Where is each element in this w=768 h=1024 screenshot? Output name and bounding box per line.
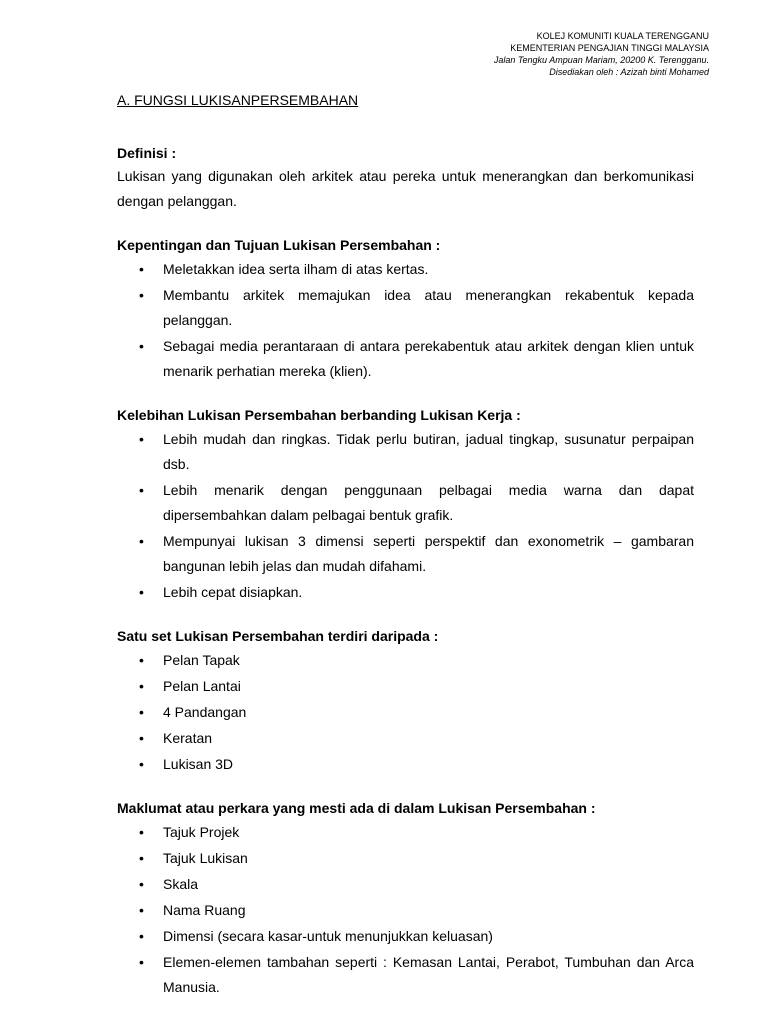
header-ministry: KEMENTERIAN PENGAJIAN TINGGI MALAYSIA	[510, 43, 709, 53]
definition-heading: Definisi :	[117, 145, 177, 161]
section-required-info	[117, 797, 694, 1000]
header-institution: KOLEJ KOMUNITI KUALA TERENGGANU	[536, 31, 709, 41]
list-item: • Lebih menarik dengan penggunaan pelbagai media warna dan dapat dipersembahkan dalam pelbagai bentuk grafik.	[117, 478, 694, 528]
list-item: • Tajuk Projek	[117, 820, 694, 845]
list-item: • Tajuk Lukisan	[117, 846, 694, 871]
bullet-list	[117, 648, 694, 777]
list-item: • Sebagai media perantaraan di antara perekabentuk atau arkitek dengan klien untuk menarik perhatian mereka (klien).	[117, 334, 694, 384]
list-item: • Lebih cepat disiapkan.	[117, 580, 694, 605]
list-item: • Dimensi (secara kasar-untuk menunjukkan keluasan)	[117, 924, 694, 949]
bullet-list	[117, 820, 694, 1000]
header-address: Jalan Tengku Ampuan Mariam, 20200 K. Terengganu.	[493, 55, 709, 65]
list-item: • Skala	[117, 872, 694, 897]
section-heading: Satu set Lukisan Persembahan terdiri daripada :	[117, 628, 439, 644]
definition-text: Lukisan yang digunakan oleh arkitek atau pereka untuk menerangkan dan berkomunikasi dengan pelanggan.	[117, 168, 694, 209]
list-item: • Pelan Lantai	[117, 674, 694, 699]
section-heading: Kepentingan dan Tujuan Lukisan Persembahan :	[117, 237, 441, 253]
bullet-list	[117, 427, 694, 605]
definition-section	[117, 142, 694, 214]
list-item: • Elemen-elemen tambahan seperti : Kemasan Lantai, Perabot, Tumbuhan dan Arca Manusia.	[117, 950, 694, 1000]
list-item: • Lebih mudah dan ringkas. Tidak perlu butiran, jadual tingkap, susunatur perpaipan dsb.	[117, 427, 694, 477]
section-heading: Kelebihan Lukisan Persembahan berbanding Lukisan Kerja :	[117, 407, 521, 423]
page-title: A. FUNGSI LUKISANPERSEMBAHAN	[117, 92, 359, 108]
list-item: • Nama Ruang	[117, 898, 694, 923]
section-advantages	[117, 404, 694, 605]
list-item: • Pelan Tapak	[117, 648, 694, 673]
section-drawing-set	[117, 625, 694, 777]
document-header	[494, 30, 709, 78]
list-item: • Mempunyai lukisan 3 dimensi seperti perspektif dan exonometrik – gambaran bangunan lebih jelas dan mudah difahami.	[117, 529, 694, 579]
list-item: • Lukisan 3D	[117, 752, 694, 777]
section-importance	[117, 234, 694, 384]
bullet-list	[117, 257, 694, 384]
header-author: Disediakan oleh : Azizah binti Mohamed	[549, 67, 709, 77]
list-item: • Keratan	[117, 726, 694, 751]
document-body	[117, 142, 694, 1000]
list-item: • 4 Pandangan	[117, 700, 694, 725]
list-item: • Meletakkan idea serta ilham di atas kertas.	[117, 257, 694, 282]
list-item: • Membantu arkitek memajukan idea atau menerangkan rekabentuk kepada pelanggan.	[117, 283, 694, 333]
section-heading: Maklumat atau perkara yang mesti ada di dalam Lukisan Persembahan :	[117, 800, 596, 816]
